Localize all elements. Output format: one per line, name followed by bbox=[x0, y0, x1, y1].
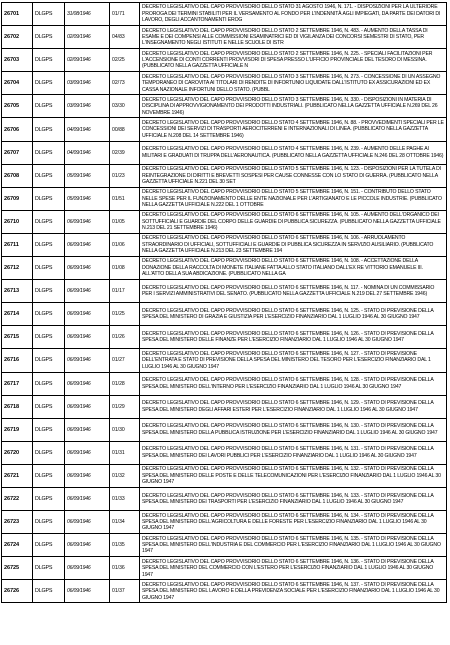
table-row bbox=[2, 187, 447, 210]
description-text: DECRETO LEGISLATIVO DEL CAPO PROVVISORIO DELLO STATO 2 SETTEMBRE 1946, N. 483. - AUMENTO DELLA TASSA DI ESAME E DEI COMPENSI ALLE COMMISSIONI ESAMINATRICI ED DI VIGILANZA DEI CONCORSI SEMESTRI DI STATO, PER L'INSEGNAMENTO NEGLI ISTITUTI E NELLE SCUOLE DI ISTR bbox=[142, 27, 428, 47]
act-code-cell: 01/71 bbox=[110, 3, 140, 26]
act-type-cell: DLGPS bbox=[33, 534, 65, 557]
record-number-cell: 26711 bbox=[2, 233, 33, 256]
description-cell bbox=[140, 395, 447, 418]
act-code-cell: 01/06 bbox=[110, 233, 140, 256]
record-number-cell: 26724 bbox=[2, 534, 33, 557]
act-type-cell: DLGPS bbox=[33, 557, 65, 580]
description-cell bbox=[140, 557, 447, 580]
act-date-cell: 06/09/1946 bbox=[65, 233, 110, 256]
act-date-cell: 06/09/1946 bbox=[65, 534, 110, 557]
act-code-cell: 01/33 bbox=[110, 487, 140, 510]
act-type-cell: DLGPS bbox=[33, 49, 65, 72]
table-row bbox=[2, 580, 447, 603]
act-code-cell: 01/25 bbox=[110, 303, 140, 326]
description-text: DECRETO LEGISLATIVO DEL CAPO PROVVISORIO DELLO STATO 6 SETTEMBRE 1946, N. 125. - STATO DI PREVISIONE DELLA SPESA DEL MINISTERO DI GRAZIA E GIUSTIZIA PER L'ESERCIZIO FINANZIARIO DAL 1 LUGLIO 1946 AL 30 GIUGNO 1947 bbox=[142, 307, 434, 321]
record-number-cell: 26708 bbox=[2, 164, 33, 187]
act-code-cell: 01/31 bbox=[110, 441, 140, 464]
record-number-cell: 26716 bbox=[2, 349, 33, 372]
act-type-cell: DLGPS bbox=[33, 372, 65, 395]
description-text: DECRETO LEGISLATIVO DEL CAPO PROVVISORIO DELLO STATO 6 SETTEMBRE 1946, N. 133. - STATO DI PREVISIONE DELLA SPESA DEL MINISTERO DEI TRASPORTI PER L'ESERCIZIO FINANZIARIO DAL 1 LUGLIO 1946 AL 30 GIUGNO 1947 bbox=[142, 492, 434, 506]
record-number-cell: 26722 bbox=[2, 487, 33, 510]
act-code-cell: 01/23 bbox=[110, 164, 140, 187]
description-cell bbox=[140, 464, 447, 487]
table-row bbox=[2, 141, 447, 164]
act-type-cell: DLGPS bbox=[33, 141, 65, 164]
act-date-cell: 06/09/1946 bbox=[65, 418, 110, 441]
description-cell bbox=[140, 534, 447, 557]
description-text: DECRETO LEGISLATIVO DEL CAPO PROVVISORIO DELLO STATO 6 SETTEMBRE 1946, N. 134. - STATO DI PREVISIONE DELLA SPESA DEL MINISTERO DELL'AGRICOLTURA E DELLE FORESTE PER L'ESERCIZIO FINANZIARIO DAL 1 LUGLIO 1946 AL 30 GIUGNO 1947 bbox=[142, 512, 434, 532]
act-date-cell: 06/09/1946 bbox=[65, 349, 110, 372]
act-date-cell: 06/09/1946 bbox=[65, 280, 110, 303]
record-number-cell: 26717 bbox=[2, 372, 33, 395]
act-date-cell: 06/09/1946 bbox=[65, 487, 110, 510]
act-date-cell: 06/09/1946 bbox=[65, 511, 110, 534]
record-number-cell: 26706 bbox=[2, 118, 33, 141]
table-row bbox=[2, 303, 447, 326]
act-code-cell: 01/30 bbox=[110, 418, 140, 441]
act-code-cell: 01/34 bbox=[110, 511, 140, 534]
description-text: DECRETO LEGISLATIVO DEL CAPO PROVVISORIO DELLO STATO 3 SETTEMBRE 1946, N. 330. - DISPOSIZIONI IN MATERIA DI DISCIPLINA DI APPROVVIGIONAMENTO DEI PRODOTTI INDUSTRIALI. (PUBBLICATO NELLA GAZZETTA UFFICIALE N.269 DEL 26 NOVEMBRE 1946) bbox=[142, 96, 438, 116]
record-number-cell: 26725 bbox=[2, 557, 33, 580]
act-code-cell: 01/08 bbox=[110, 257, 140, 280]
description-cell bbox=[140, 372, 447, 395]
description-text: DECRETO LEGISLATIVO DEL CAPO PROVVISORIO DELLO STATO 6 SETTEMBRE 1946, N. 128. - STATO DI PREVISIONE DELLA SPESA DEL MINISTERO DELL'INTERNO PER L'ESERCIZIO FINANZIARIO DAL 1 LUGLIO 1946 AL 30 GIUGNO 1947 bbox=[142, 377, 434, 390]
act-code-cell: 02/25 bbox=[110, 49, 140, 72]
table-row bbox=[2, 210, 447, 233]
record-number-cell: 26721 bbox=[2, 464, 33, 487]
description-cell bbox=[140, 49, 447, 72]
act-date-cell: 02/09/1946 bbox=[65, 49, 110, 72]
act-code-cell: 03/30 bbox=[110, 95, 140, 118]
act-date-cell: 31/08/1946 bbox=[65, 3, 110, 26]
description-text: DECRETO LEGISLATIVO DEL CAPO PROVVISORIO DELLO STATO 6 SETTEMBRE 1946, N. 132. - STATO DI PREVISIONE DELLA SPESA DEL MINISTERO DELLE POSTE E DELLE TELECOMUNICAZIONI PER L'ESERCIZIO FINANZIARIO DAL 1 LUGLIO 1946 AL 30 GIUGNO 1947 bbox=[142, 466, 441, 486]
table-row bbox=[2, 349, 447, 372]
description-cell bbox=[140, 257, 447, 280]
act-date-cell: 06/09/1946 bbox=[65, 257, 110, 280]
act-code-cell: 04/83 bbox=[110, 26, 140, 49]
act-code-cell: 01/35 bbox=[110, 534, 140, 557]
description-text: DECRETO LEGISLATIVO DEL CAPO PROVVISORIO DELLO STATO 6 SETTEMBRE 1946, N. 135. - STATO DI PREVISIONE DELLA SPESA DEL MINISTERO DELL'INDUSTRIA E DEL COMMERCIO PER L'ESERCIZIO FINANZIARIO DAL 1 LUGLIO 1946 AL 30 GIUGNO 1947 bbox=[142, 535, 441, 555]
act-date-cell: 06/09/1946 bbox=[65, 580, 110, 603]
record-number-cell: 26703 bbox=[2, 49, 33, 72]
description-text: DECRETO LEGISLATIVO DEL CAPO PROVVISORIO DELLO STATO 6 SETTEMBRE 1946, N. 117. - NOMINA DI UN COMMISSARIO PER I SERVIZI AMMINISTRATIVI DEL SENATO. (PUBBLICATO NELLA GAZZETTA UFFICIALE N.219 DEL 27 SETTEMBRE 1946) bbox=[142, 284, 435, 298]
decree-register-page bbox=[1, 2, 447, 603]
table-row bbox=[2, 326, 447, 349]
act-type-cell: DLGPS bbox=[33, 233, 65, 256]
description-cell bbox=[140, 233, 447, 256]
record-number-cell: 26707 bbox=[2, 141, 33, 164]
description-text: DECRETO LEGISLATIVO DEL CAPO PROVVISORIO DELLO STATO 6 SETTEMBRE 1946, N. 106. - ARRUOLAMENTO STRAORDINARIO DI UFFICIALI, SOTTUFFICIALI E GUARDIE DI PUBBLICA SICUREZZA IN SERVIZIO AUSILIARIO. (PUBBLICATO NELLA GAZZETTA UFFICIALE N.213 DEL 23 SETTEMBRE 194 bbox=[142, 235, 434, 255]
record-number-cell: 26701 bbox=[2, 3, 33, 26]
act-type-cell: DLGPS bbox=[33, 580, 65, 603]
description-text: DECRETO LEGISLATIVO DEL CAPO PROVVISORIO DELLO STATO 6 SETTEMBRE 1946, N. 130. - STATO DI PREVISIONE DELLA SPESA DEL MINISTERO DELLA PUBBLICA ISTRUZIONE PER L'ESERCIZIO FINANZIARIO DAL 1 LUGLIO 1946 AL 30 GIUGNO 1947 bbox=[142, 423, 438, 436]
record-number-cell: 26704 bbox=[2, 72, 33, 95]
act-type-cell: DLGPS bbox=[33, 164, 65, 187]
table-row bbox=[2, 557, 447, 580]
description-cell bbox=[140, 280, 447, 303]
act-type-cell: DLGPS bbox=[33, 257, 65, 280]
table-row bbox=[2, 534, 447, 557]
description-text: DECRETO LEGISLATIVO DEL CAPO PROVVISORIO DELLO STATO 6 SETTEMBRE 1946, N. 131. - STATO DI PREVISIONE DELLA SPESA DEL MINISTERO DEI LAVORI PUBBLICI PER L'ESERCIZIO FINANZIARIO DAL 1 LUGLIO 1946 AL 30 GIUGNO 1947 bbox=[142, 446, 434, 459]
table-row bbox=[2, 395, 447, 418]
act-date-cell: 06/09/1946 bbox=[65, 210, 110, 233]
act-type-cell: DLGPS bbox=[33, 464, 65, 487]
act-type-cell: DLGPS bbox=[33, 26, 65, 49]
act-type-cell: DLGPS bbox=[33, 511, 65, 534]
description-text: DECRETO LEGISLATIVO DEL CAPO PROVVISORIO DELLO STATO 6 SETTEMBRE 1946, N. 137. - STATO DI PREVISIONE DELLA SPESA DEL MINISTERO DEL LAVORO E DELLA PREVIDENZA SOCIALE PER L'ESERCIZIO FINANZIARIO DAL 1 LUGLIO 1946 AL 30 GIUGNO 1947 bbox=[142, 581, 440, 601]
description-cell bbox=[140, 26, 447, 49]
act-code-cell: 01/17 bbox=[110, 280, 140, 303]
description-cell bbox=[140, 3, 447, 26]
act-code-cell: 01/28 bbox=[110, 372, 140, 395]
description-cell bbox=[140, 72, 447, 95]
description-text: DECRETO LEGISLATIVO DEL CAPO PROVVISORIO DELLO STATO 6 SETTEMBRE 1946, N. 129. - STATO DI PREVISIONE DELLA SPESA DEL MINISTERO DEGLI AFFARI ESTERI PER L'ESERCIZIO FINANZIARIO DAL 1 LUGLIO 1946 AL 30 GIUGNO 1947 bbox=[142, 400, 434, 413]
act-type-cell: DLGPS bbox=[33, 280, 65, 303]
act-code-cell: 01/51 bbox=[110, 187, 140, 210]
description-text: DECRETO LEGISLATIVO DEL CAPO PROVVISORIO DELLO STATO 5 SETTEMBRE 1946, N. 123. - DISPOSIZIONI PER LA TUTELA DI REINTEGRAZIONE DI DIRITTI E BREVETTI SOSPESI PER CAUSE CONNESSE CON LO STATO DI GUERRA. (PUBBLICATO NELLA GAZZETTA UFFICIALE N.221 DEL 30 SET bbox=[142, 166, 441, 185]
act-code-cell: 01/27 bbox=[110, 349, 140, 372]
description-cell bbox=[140, 187, 447, 210]
act-date-cell: 06/09/1946 bbox=[65, 557, 110, 580]
record-number-cell: 26702 bbox=[2, 26, 33, 49]
description-text: DECRETO LEGISLATIVO DEL CAPO PROVVISORIO DELLO STATO 4 SETTEMBRE 1946, N. 88. - PROVVEDIMENTI SPECIALI PER LE CONCESSIONI DEI SERVIZI DI TRASPORTI AEROCITERRENI E INTERNAZIONALI DI LINEA. (PUBBLICATO NELLA GAZZETTA UFFICIALE N.208 DEL 14 SETTEMBRE 1946) bbox=[142, 119, 444, 139]
record-number-cell: 26715 bbox=[2, 326, 33, 349]
table-row bbox=[2, 26, 447, 49]
act-date-cell: 03/09/1946 bbox=[65, 72, 110, 95]
act-type-cell: DLGPS bbox=[33, 187, 65, 210]
act-code-cell: 01/29 bbox=[110, 395, 140, 418]
description-cell bbox=[140, 210, 447, 233]
description-text: DECRETO LEGISLATIVO DEL CAPO PROVVISORIO DELLO STATO 6 SETTEMBRE 1946, N. 126. - STATO DI PREVISIONE DELLA SPESA DEL MINISTERO DELLE FINANZE PER L'ESERCIZIO FINANZIARIO DAL 1 LUGLIO 1946 AL 30 GIUGNO 1947 bbox=[142, 330, 434, 344]
record-number-cell: 26720 bbox=[2, 441, 33, 464]
description-cell bbox=[140, 487, 447, 510]
description-cell bbox=[140, 418, 447, 441]
act-type-cell: DLGPS bbox=[33, 303, 65, 326]
table-row bbox=[2, 118, 447, 141]
description-text: DECRETO LEGISLATIVO DEL CAPO PROVVISORIO DELLO STATO 4 SETTEMBRE 1946, N. 239. - AUMENTO DELLE PAGHE AI MILITARI E GRADUATI DI TRUPPA DELL'AERONAUTICA. (PUBBLICATO NELLA GAZZETTA UFFICIALE N.246 DEL 28 OTTOBRE 1946) bbox=[142, 146, 444, 159]
description-text: DECRETO LEGISLATIVO DEL CAPO PROVVISORIO DELLO STATO 6 SETTEMBRE 1946, N. 108. - ACCETTAZIONE DELLA DONAZIONE DELLA RACCOLTA DI MONETE ITALIANE FATTA ALLO STATO ITALIANO DALL'EX RE VITTORIO EMANUELE III. ALL'ATTO DELLA SUA ABDICAZIONE. (PUBBLICATO NELLA GA bbox=[142, 258, 423, 278]
table-row bbox=[2, 418, 447, 441]
act-date-cell: 06/09/1946 bbox=[65, 441, 110, 464]
act-type-cell: DLGPS bbox=[33, 3, 65, 26]
description-cell bbox=[140, 441, 447, 464]
table-row bbox=[2, 164, 447, 187]
description-cell bbox=[140, 164, 447, 187]
record-number-cell: 26719 bbox=[2, 418, 33, 441]
act-date-cell: 06/09/1946 bbox=[65, 372, 110, 395]
act-date-cell: 04/09/1946 bbox=[65, 141, 110, 164]
act-date-cell: 06/09/1946 bbox=[65, 464, 110, 487]
act-date-cell: 06/09/1946 bbox=[65, 395, 110, 418]
table-row bbox=[2, 3, 447, 26]
record-number-cell: 26714 bbox=[2, 303, 33, 326]
act-type-cell: DLGPS bbox=[33, 441, 65, 464]
description-text: DECRETO LEGISLATIVO DEL CAPO PROVVISORIO DELLO STATO 2 SETTEMBRE 1946, N. 225. - SPECIALI FACILITAZIONI PER L'ACCENSIONE DI CONTI CORRENTI PROVVISORI DI SPESA PRESSO L'UFFICIO PROVINCIALE DEL TESORO DI MESSINA. (PUBBLICATO NELLA GAZZETTA UFFICIALE N bbox=[142, 50, 433, 70]
table-row bbox=[2, 72, 447, 95]
description-text: DECRETO LEGISLATIVO DEL CAPO PROVVISORIO DELLO STATO 6 SETTEMBRE 1946, N. 105. - AUMENTO DELL'ORGANICO DEI SOTTUFFICIALI E GUARDIE DEL CORPO DELLE GUARDIE DI PUBBLICA SICUREZZA. (PUBBLICATO NELLA GAZZETTA UFFICIALE N.213 DEL 21 SETTEMBRE 1946) bbox=[142, 212, 441, 232]
table-row bbox=[2, 257, 447, 280]
act-code-cell: 01/37 bbox=[110, 580, 140, 603]
record-number-cell: 26709 bbox=[2, 187, 33, 210]
act-code-cell: 02/73 bbox=[110, 72, 140, 95]
act-date-cell: 05/09/1946 bbox=[65, 187, 110, 210]
table-row bbox=[2, 49, 447, 72]
act-date-cell: 03/09/1946 bbox=[65, 95, 110, 118]
description-text: DECRETO LEGISLATIVO DEL CAPO PROVVISORIO DELLO STATO 5 SETTEMBRE 1946, N. 151. - CONTRIBUTO DELLO STATO NELLE SPESE PER IL FUNZIONAMENTO DELLE ENTE NAZIONALE PER L'ARTIGIANATO E LE PICCOLE INDUSTRIE. (PUBBLICATO NELLA GAZZETTA UFFICIALE N.222 DEL 1 OTTOBRE bbox=[142, 189, 442, 208]
description-cell bbox=[140, 326, 447, 349]
act-type-cell: DLGPS bbox=[33, 210, 65, 233]
act-code-cell: 00/88 bbox=[110, 118, 140, 141]
description-cell bbox=[140, 511, 447, 534]
table-row bbox=[2, 233, 447, 256]
description-text: DECRETO LEGISLATIVO DEL CAPO PROVVISORIO DELLO STATO 31 AGOSTO 1946, N. 171. - DISPOSIZIONI PER LA ULTERIORE PROROGA DEI TERMINI STABILITI PER IL VERSAMENTO AL FONDO PER L'INDENNITÀ AGLI IMPIEGATI, DA PARTE DEI DATORI DI LAVORO, DEGLI ACCANTONAMENTI EROG bbox=[142, 4, 441, 24]
act-code-cell: 01/32 bbox=[110, 464, 140, 487]
description-cell bbox=[140, 95, 447, 118]
description-cell bbox=[140, 118, 447, 141]
description-text: DECRETO LEGISLATIVO DEL CAPO PROVVISORIO DELLO STATO 6 SETTEMBRE 1946, N. 127. - STATO DI PREVISIONE DELL'ENTRATA E STATO DI PREVISIONE DELLA SPESA DEL MINISTERO DEL TESORO PER L'ESERCIZIO FINANZIARIO DAL 1 LUGLIO 1946 AL 30 GIUGNO 1947 bbox=[142, 350, 431, 370]
record-number-cell: 26712 bbox=[2, 257, 33, 280]
act-type-cell: DLGPS bbox=[33, 118, 65, 141]
description-cell bbox=[140, 580, 447, 603]
table-row bbox=[2, 487, 447, 510]
act-code-cell: 01/05 bbox=[110, 210, 140, 233]
act-code-cell: 01/36 bbox=[110, 557, 140, 580]
act-code-cell: 02/39 bbox=[110, 141, 140, 164]
table-row bbox=[2, 441, 447, 464]
act-type-cell: DLGPS bbox=[33, 72, 65, 95]
description-cell bbox=[140, 303, 447, 326]
record-number-cell: 26713 bbox=[2, 280, 33, 303]
table-row bbox=[2, 280, 447, 303]
description-cell bbox=[140, 349, 447, 372]
act-date-cell: 04/09/1946 bbox=[65, 118, 110, 141]
act-type-cell: DLGPS bbox=[33, 326, 65, 349]
act-type-cell: DLGPS bbox=[33, 418, 65, 441]
record-number-cell: 26718 bbox=[2, 395, 33, 418]
decree-table bbox=[1, 2, 447, 603]
record-number-cell: 26726 bbox=[2, 580, 33, 603]
description-cell bbox=[140, 141, 447, 164]
table-row bbox=[2, 464, 447, 487]
act-type-cell: DLGPS bbox=[33, 487, 65, 510]
act-type-cell: DLGPS bbox=[33, 95, 65, 118]
act-date-cell: 05/09/1946 bbox=[65, 164, 110, 187]
act-type-cell: DLGPS bbox=[33, 349, 65, 372]
act-date-cell: 06/09/1946 bbox=[65, 303, 110, 326]
act-type-cell: DLGPS bbox=[33, 395, 65, 418]
table-row bbox=[2, 511, 447, 534]
description-text: DECRETO LEGISLATIVO DEL CAPO PROVVISORIO DELLO STATO 6 SETTEMBRE 1946, N. 136. - STATO DI PREVISIONE DELLA SPESA DEL MINISTERO DEL COMMERCIO CON L'ESTERO PER L'ESERCIZIO FINANZIARIO DAL 1 LUGLIO 1946 AL 30 GIUGNO 1947 bbox=[142, 558, 434, 578]
table-row bbox=[2, 95, 447, 118]
description-text: DECRETO LEGISLATIVO DEL CAPO PROVVISORIO DELLO STATO 3 SETTEMBRE 1946, N. 273. - CONCESSIONE DI UN ASSEGNO TEMPORANEO DI CAROVITA AI TITOLARI DI RENDITE DI INFORTUNIO LIQUIDATE DALL'ISTITUTO EX ASSICURAZIONI ED EX CASSA NAZIONALE INFORTUNI DELLO STATO. (PUBBL bbox=[142, 73, 441, 93]
act-date-cell: 02/09/1946 bbox=[65, 26, 110, 49]
table-row bbox=[2, 372, 447, 395]
act-date-cell: 06/09/1946 bbox=[65, 326, 110, 349]
decree-table-body bbox=[2, 3, 447, 603]
record-number-cell: 26710 bbox=[2, 210, 33, 233]
record-number-cell: 26705 bbox=[2, 95, 33, 118]
record-number-cell: 26723 bbox=[2, 511, 33, 534]
act-code-cell: 01/26 bbox=[110, 326, 140, 349]
